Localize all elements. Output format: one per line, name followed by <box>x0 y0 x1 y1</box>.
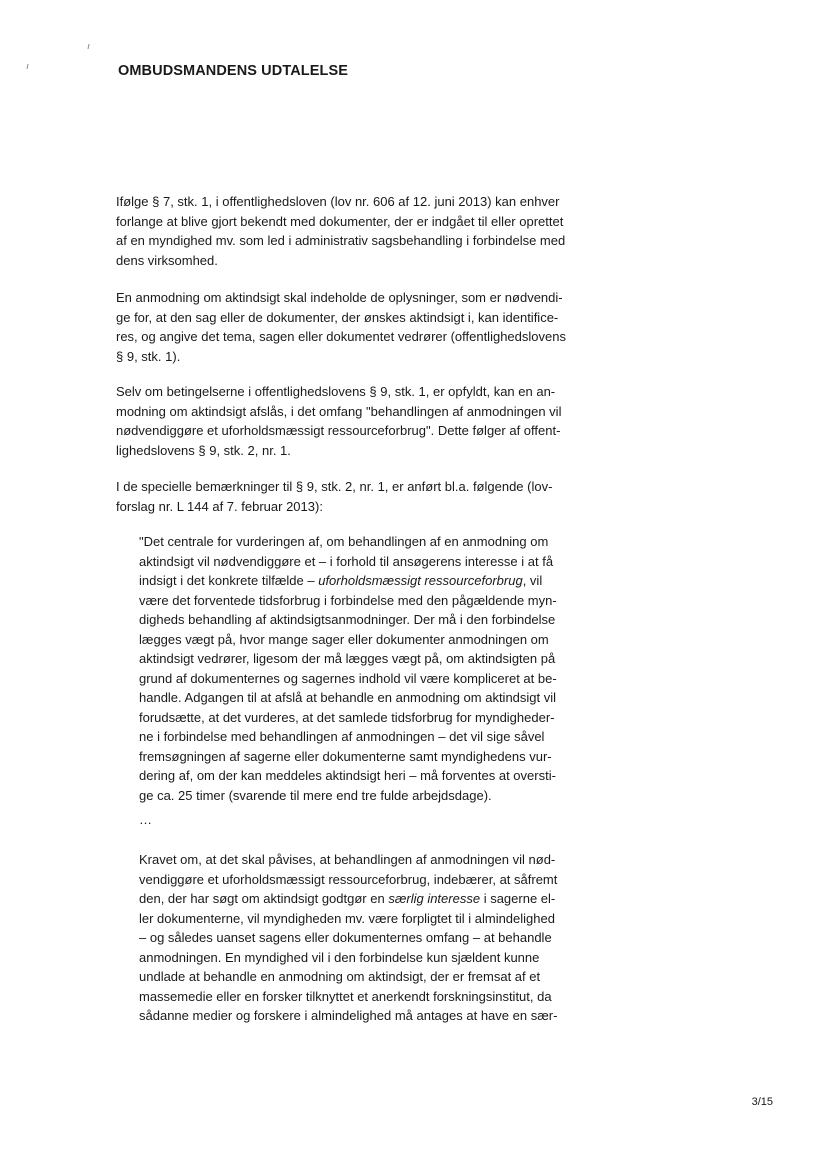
text-line: forudsætte, at det vurderes, at det samlede tidsforbrug for myndigheder- <box>139 709 555 725</box>
document-heading: OMBUDSMANDENS UDTALELSE <box>118 63 349 79</box>
block-quote-1 <box>139 532 579 805</box>
text-segment: den, der har søgt om aktindsigt godtgør en <box>139 891 389 906</box>
scan-mark <box>87 44 89 49</box>
text-line: sådanne medier og forskere i almindelighed må antages at have en sær- <box>139 1008 558 1023</box>
text-line: modning om aktindsigt afslås, i det omfang "behandlingen af anmodningen vil <box>116 403 562 419</box>
text-line: aktindsigt vedrører, ligesom der må lægges vægt på, om aktindsigten på <box>139 651 556 666</box>
text-line: ne i forbindelse med behandlingen af anmodningen – det vil sige såvel <box>139 729 545 744</box>
text-line: – og således uanset sagens eller dokumenternes omfang – at behandle <box>139 930 552 945</box>
paragraph-4 <box>116 477 586 516</box>
text-line: En anmodning om aktindsigt skal indeholde de oplysninger, som er nødvendi- <box>116 290 563 305</box>
text-line: Ifølge § 7, stk. 1, i offentlighedsloven (lov nr. 606 af 12. juni 2013) kan enhver <box>116 194 560 209</box>
italic-emphasis: særlig interesse <box>388 891 481 906</box>
text-line: ge for, at den sag eller de dokumenter, der ønskes aktindsigt i, kan identifice- <box>116 309 559 325</box>
text-line: fremsøgningen af sagerne eller dokumenterne samt myndighedens vur- <box>139 748 552 764</box>
text-line: res, og angive det tema, sagen eller dokumentet vedrører (offentlighedslovens <box>116 329 566 344</box>
text-line: handle. Adgangen til at afslå at behandle en anmodning om aktindsigt vil <box>139 690 557 705</box>
scan-mark <box>26 64 28 69</box>
paragraph-3 <box>116 382 586 460</box>
text-line: § 9, stk. 1). <box>116 348 181 364</box>
paragraph-1 <box>116 192 586 270</box>
block-quote-2 <box>139 850 579 1026</box>
ellipsis: … <box>139 812 152 827</box>
text-line: lighedslovens § 9, stk. 2, nr. 1. <box>116 442 291 458</box>
text-line: vendiggøre et uforholdsmæssigt ressourceforbrug, indebærer, at såfremt <box>139 871 558 887</box>
text-line: "Det centrale for vurderingen af, om behandlingen af en anmodning om <box>139 534 549 549</box>
text-line: Selv om betingelserne i offentlighedslovens § 9, stk. 1, er opfyldt, kan en an- <box>116 384 556 399</box>
text-line: lægges vægt på, hvor mange sager eller dokumenter anmodningen om <box>139 631 549 647</box>
text-line: forslag nr. L 144 af 7. februar 2013): <box>116 498 323 514</box>
paragraph-2 <box>116 288 586 366</box>
text-line: ler dokumenterne, vil myndigheden mv. være forpligtet til i almindelighed <box>139 910 555 926</box>
text-segment: i sagerne el- <box>480 891 556 906</box>
text-segment: , vil <box>522 573 543 588</box>
text-line: undlade at behandle en anmodning om aktindsigt, der er fremsat af et <box>139 969 541 984</box>
text-line: dering af, om der kan meddeles aktindsigt heri – må forventes at oversti- <box>139 768 556 783</box>
text-line: anmodningen. En myndighed vil i den forbindelse kun sjældent kunne <box>139 949 540 965</box>
italic-emphasis: uforholdsmæssigt ressourceforbrug <box>318 573 523 588</box>
text-line: dens virksomhed. <box>116 252 218 268</box>
text-line: forlange at blive gjort bekendt med dokumenter, der er indgået til eller oprettet <box>116 213 564 229</box>
text-line: grund af dokumenternes og sagernes indhold vil være kompliceret at be- <box>139 670 557 686</box>
text-line: være det forventede tidsforbrug i forbindelse med den pågældende myn- <box>139 592 557 608</box>
text-line: Kravet om, at det skal påvises, at behandlingen af anmodningen vil nød- <box>139 852 556 867</box>
text-segment: indsigt i det konkrete tilfælde – <box>139 573 319 588</box>
text-line: af en myndighed mv. som led i administrativ sagsbehandling i forbindelse med <box>116 233 566 248</box>
text-line <box>139 571 579 591</box>
text-line: I de specielle bemærkninger til § 9, stk. 2, nr. 1, er anført bl.a. følgende (lov- <box>116 479 553 494</box>
text-line: digheds behandling af aktindsigtsanmodninger. Der må i den forbindelse <box>139 612 556 627</box>
text-line: nødvendiggøre et uforholdsmæssigt ressourceforbrug". Dette følger af offent- <box>116 423 561 438</box>
text-line: massemedie eller en forsker tilknyttet et anerkendt forskningsinstitut, da <box>139 988 552 1004</box>
text-line <box>139 889 579 909</box>
page-number: 3/15 <box>751 1096 773 1108</box>
text-line: aktindsigt vil nødvendiggøre et – i forhold til ansøgerens interesse i at få <box>139 553 554 569</box>
text-line: ge ca. 25 timer (svarende til mere end tre fulde arbejdsdage). <box>139 787 492 803</box>
